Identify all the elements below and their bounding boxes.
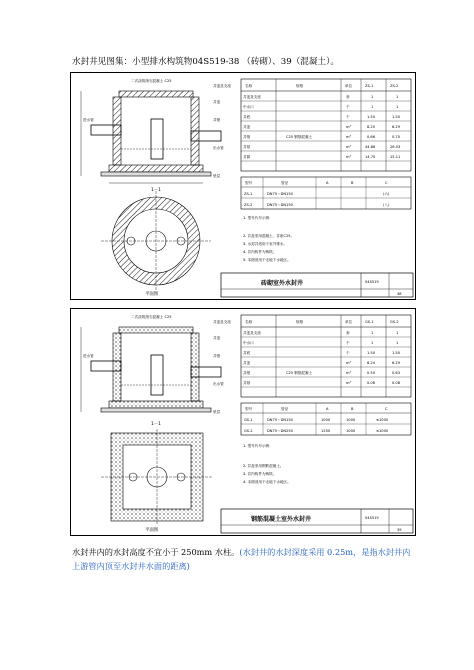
sth-c: C (385, 407, 388, 411)
tr4-name: 井盖 (243, 125, 251, 129)
tr2-v1: 1 (371, 105, 374, 109)
tr4-v1: 8.20 (367, 125, 376, 129)
tr4-v2: 6.29 (392, 361, 401, 365)
tr5-unit: m³ (346, 371, 351, 375)
str1-dn: DN75～DN150 (267, 418, 293, 422)
th-type1: GS-1 (365, 320, 374, 324)
tr1-name: 井盖及支座 (243, 95, 261, 99)
tr7-name: 井筒 (243, 155, 251, 159)
section-label: 1－1 (151, 422, 161, 427)
section-label: 1－1 (151, 188, 161, 193)
note-5: 5. 本图适用于无地下水地区。 (243, 258, 291, 262)
tr4-name: 井盖 (243, 361, 251, 365)
str1-c: (六) (383, 192, 390, 196)
note-1: 1. 型号代号示例： (243, 216, 273, 220)
tr1-v2: 1 (396, 95, 399, 99)
th-type2: ZS-2 (390, 84, 399, 88)
tr2-v1: 1 (371, 341, 374, 345)
tr3-name: 井底 (243, 351, 251, 355)
page-no: 38 (397, 292, 402, 296)
label-wall: 井壁 (213, 354, 221, 358)
section-view (81, 327, 221, 412)
label-inlet: 进水管 (83, 354, 94, 358)
title-block (221, 509, 413, 533)
material-table (241, 79, 411, 171)
material-table (241, 315, 411, 397)
tr6-name: 井基 (243, 381, 251, 385)
str1-type: ZS-1 (244, 192, 253, 196)
note-part-2: (水封井的水封深度采用 0.25m，是指水封井内上游管内顶至水封井水面的距离) (72, 547, 411, 571)
tr7-v1: 14.70 (365, 155, 376, 159)
note-3: 3. 井内构件为铸铁。 (243, 472, 277, 476)
th-unit: 单位 (345, 84, 353, 88)
plan-label: 平面图 (145, 292, 159, 297)
label-lid: 井盖 (213, 100, 221, 104)
th-spec: 规格 (296, 320, 304, 324)
plan-view (101, 191, 211, 291)
str2-a: 1250 (321, 429, 331, 433)
note-2: 2. 井盖采用钢筋混凝土。 (243, 464, 284, 468)
tr5-v2: 0.70 (392, 135, 401, 139)
drawing-concrete-svg (71, 309, 415, 535)
tr3-name: 井底 (243, 115, 251, 119)
tr4-v1: 6.24 (367, 361, 376, 365)
str1-type: GS-1 (244, 418, 253, 422)
tr5-spec: C25 钢筋混凝土 (286, 135, 313, 139)
tr2-name: 中水口 (243, 341, 254, 345)
sth-dn: 管径 (281, 407, 289, 411)
tr3-unit: 个 (346, 351, 350, 355)
note-2: 2. 井盖采用混凝土，井座C25。 (243, 234, 295, 238)
plan-view (101, 429, 213, 525)
tr7-unit: m³ (346, 155, 351, 159)
tr6-v2: 0.08 (392, 381, 401, 385)
note-part-1: 水封井内的水封高度不宜小于 250mm 水柱。 (72, 547, 240, 557)
tr3-v2: 1.50 (392, 115, 401, 119)
label-outlet: 出水管 (213, 382, 224, 386)
label-wall: 井壁 (213, 118, 221, 122)
tr1-v2: 1 (396, 331, 399, 335)
plan-label: 平面图 (145, 528, 159, 533)
tr6-name: 井基 (243, 145, 251, 149)
str1-a: 1000 (321, 418, 331, 422)
str1-c: ≤1000 (376, 418, 389, 422)
tr3-v1: 1.50 (367, 115, 376, 119)
tr1-v1: 1 (371, 331, 374, 335)
section-view (81, 91, 221, 183)
th-name: 名称 (245, 320, 253, 324)
tr1-name: 井盖及支座 (243, 331, 261, 335)
tr2-unit: 个 (346, 341, 350, 345)
th-spec: 规格 (296, 84, 304, 88)
str2-dn: DN75～DN250 (267, 429, 293, 433)
tr4-unit: m³ (346, 361, 351, 365)
tr3-v1: 1.50 (367, 351, 376, 355)
th-type1: ZS-1 (365, 84, 374, 88)
str2-type: ZS-2 (244, 203, 253, 207)
tr5-name: 井壁 (243, 135, 251, 139)
tr3-unit: 个 (346, 115, 350, 119)
sth-c: C (385, 181, 388, 185)
sheet-title: 砖砌室外水封井 (261, 280, 304, 287)
label-inlet: 进水管 (83, 118, 94, 122)
tr3-v2: 1.50 (392, 351, 401, 355)
atlas-no: 04S519 (365, 516, 379, 520)
str1-b: 1000 (346, 418, 356, 422)
sth-a: A (326, 407, 329, 411)
tr2-name: 中水口 (243, 105, 254, 109)
note-4: 4. 本图适用于无地下水地区。 (243, 480, 291, 484)
water-seal-note (72, 545, 417, 573)
tr4-v2: 6.29 (392, 125, 401, 129)
tr1-v1: 1 (371, 95, 374, 99)
label-cap-concrete: 二次浇筑细石混凝土 C25 (131, 315, 172, 319)
tr5-v2: 0.63 (392, 371, 401, 375)
label-bedding: 垫层 (213, 410, 221, 414)
drawing-brick-svg (71, 73, 415, 299)
tr6-unit: m³ (346, 145, 351, 149)
tr7-v2: 15.11 (390, 155, 401, 159)
tr1-unit: 套 (346, 331, 350, 335)
tr5-v1: 0.66 (367, 135, 376, 139)
sth-type: 型号 (245, 407, 253, 411)
page-no: 39 (397, 528, 402, 532)
label-cover: 井盖及支座 (213, 84, 231, 88)
tr6-v1: 0.06 (367, 381, 376, 385)
sth-b: B (351, 407, 354, 411)
drawing-sheet-concrete (70, 308, 416, 536)
th-name: 名称 (245, 84, 253, 88)
tr6-v2: 26.53 (390, 145, 401, 149)
sheet-title: 钢筋混凝土室外水封井 (251, 516, 312, 523)
sth-dn: 管径 (281, 181, 289, 185)
th-type2: GS-2 (390, 320, 399, 324)
sth-type: 型号 (245, 181, 253, 185)
tr6-unit: m³ (346, 381, 351, 385)
str2-b: 1000 (346, 429, 356, 433)
sth-a: A (326, 181, 329, 185)
tr4-unit: m³ (346, 125, 351, 129)
label-cap-concrete: 二次浇筑细石混凝土 C25 (131, 79, 172, 83)
note-4: 4. 井内构件为铸铁。 (243, 250, 277, 254)
tr2-v2: 1 (396, 105, 399, 109)
drawing-sheet-brick (70, 72, 416, 300)
str2-c: ≤1000 (376, 429, 389, 433)
atlas-no: 04S519 (365, 280, 379, 284)
tr2-unit: 个 (346, 105, 350, 109)
label-bedding: 垫层 (213, 174, 221, 178)
tr2-v2: 1 (396, 341, 399, 345)
tr1-unit: 套 (346, 95, 350, 99)
note-1: 1. 型号代号示例： (243, 444, 273, 448)
tr5-v1: 0.50 (367, 371, 376, 375)
tr5-spec: C25 钢筋混凝土 (286, 371, 313, 375)
label-outlet: 出水管 (213, 146, 224, 150)
th-unit: 单位 (345, 320, 353, 324)
sth-b: B (351, 181, 354, 185)
str2-dn: DN75～DN150 (267, 203, 293, 207)
intro-text: 水封井见图集：小型排水构筑物04S519-38 （砖砌）、39（混凝土）。 (72, 57, 339, 67)
label-cover: 井盖及支座 (213, 320, 231, 324)
tr5-name: 井壁 (243, 371, 251, 375)
label-lid: 井盖 (213, 336, 221, 340)
str2-c: (八) (383, 203, 390, 207)
tr6-v1: 44.86 (365, 145, 376, 149)
str1-dn: DN75～DN150 (267, 192, 293, 196)
note-3: 3. 水封井适用于室外排水。 (243, 242, 288, 246)
tr5-unit: m³ (346, 135, 351, 139)
title-block (221, 273, 413, 297)
str2-type: GS-2 (244, 429, 253, 433)
